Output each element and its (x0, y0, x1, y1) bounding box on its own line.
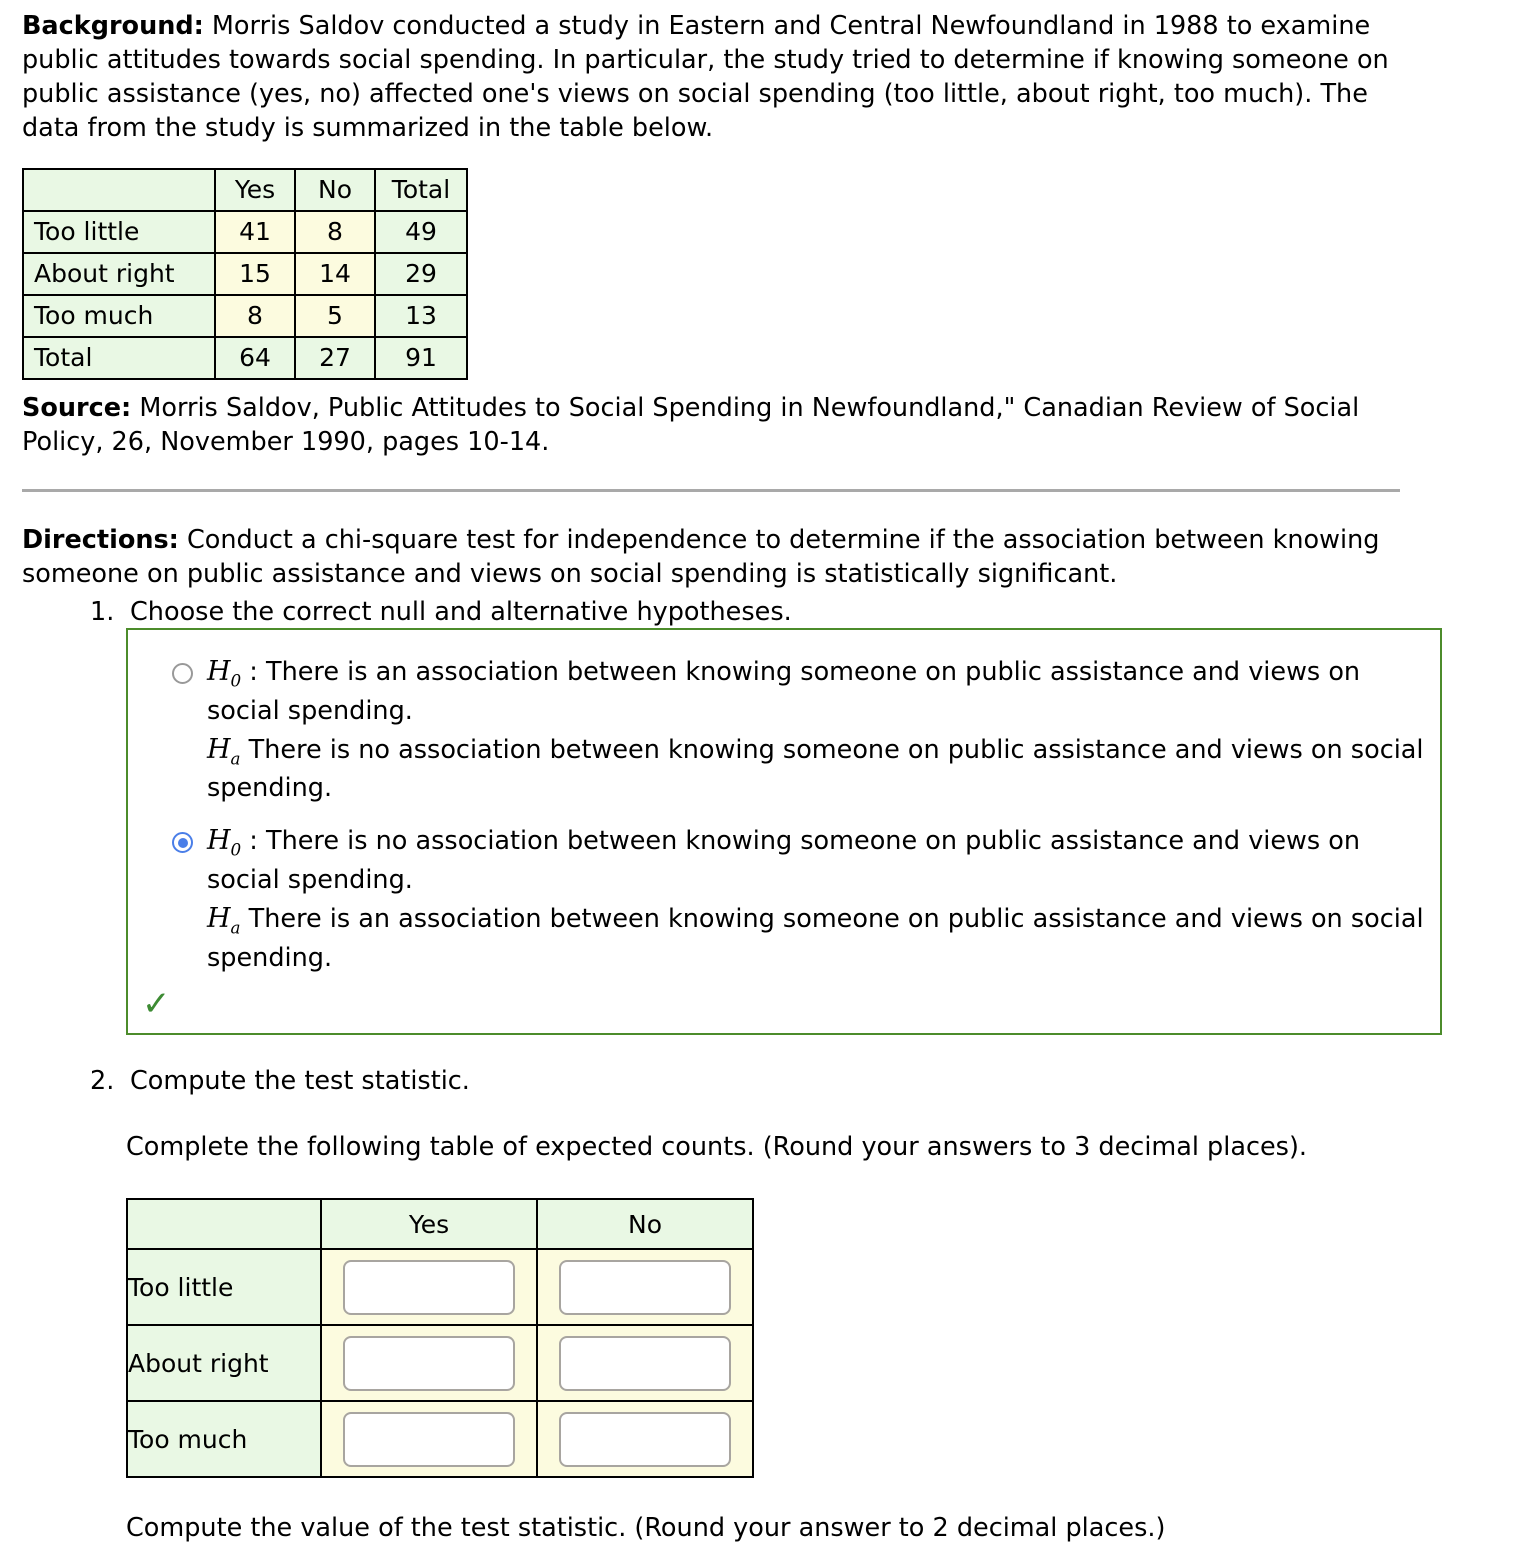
table-row (23, 253, 467, 295)
h-alt-text-option-2: There is an association between knowing someone on public assistance and views on social spending. (207, 903, 1424, 973)
source-label: Source: (22, 392, 132, 423)
h-null-subscript-option-1: 0 (230, 670, 242, 691)
expected-row-header-too-much: Too much (127, 1401, 321, 1477)
radio-button-option-1[interactable] (172, 663, 193, 684)
expected-counts-table (126, 1198, 754, 1478)
hypothesis-option-2-text (207, 821, 1424, 976)
directions-label: Directions: (22, 525, 179, 556)
row-header-total: Total (23, 337, 215, 379)
expected-cell-too-much-yes (321, 1401, 537, 1477)
cell-too-little-total: 49 (375, 211, 467, 253)
background-paragraph (22, 10, 1422, 146)
question-list (22, 596, 1516, 630)
correct-answer-check-icon: ✓ (142, 983, 171, 1024)
question-1 (22, 596, 1516, 630)
source-text: Morris Saldov, Public Attitudes to Social Spending in Newfoundland," Canadian Review of Social Policy, 26, November 1990, pages 10-14. (22, 392, 1360, 457)
cell-total-no: 27 (295, 337, 375, 379)
expected-counts-table-wrapper (126, 1198, 1516, 1478)
background-label: Background: (22, 11, 204, 41)
cell-about-right-yes: 15 (215, 253, 295, 295)
radio-button-option-2[interactable] (172, 832, 193, 853)
h-alt-symbol-option-2: $H_a$ (207, 902, 241, 938)
expected-table-row (127, 1249, 753, 1325)
cell-total-total: 91 (375, 337, 467, 379)
h-null-symbol-option-2: $H_0$ (207, 825, 242, 860)
directions-text: Conduct a chi-square test for independence to determine if the association between knowing someone on public assistance and views on social spending is statistically significant. (22, 525, 1380, 590)
column-header-yes: Yes (215, 169, 295, 211)
directions-paragraph (22, 524, 1422, 592)
input-expected-about-right-yes[interactable] (343, 1336, 515, 1391)
cell-too-little-yes: 41 (215, 211, 295, 253)
question-list-2 (22, 1065, 1516, 1099)
h-alt-subscript-option-2: a (230, 917, 241, 938)
table-row (23, 295, 467, 337)
background-text: Morris Saldov conducted a study in Eastern and Central Newfoundland in 1988 to examine public attitudes towards social spending. In particular, the study tried to determine if knowing someone on public assistance (yes, no) affected one's views on social spending (too little, about right, too much). The data from the study is summarized in the table below. (22, 11, 1389, 143)
expected-column-header-yes: Yes (321, 1199, 537, 1249)
cell-too-much-total: 13 (375, 295, 467, 337)
hypothesis-answer-box (126, 628, 1442, 1034)
h-alt-symbol-option-1: $H_a$ (207, 733, 241, 769)
cell-too-little-no: 8 (295, 211, 375, 253)
section-divider (22, 489, 1400, 492)
cell-about-right-no: 14 (295, 253, 375, 295)
observed-counts-table (22, 168, 468, 380)
cell-about-right-total: 29 (375, 253, 467, 295)
question-2-text: Compute the test statistic. (130, 1065, 470, 1096)
expected-corner-cell (127, 1199, 321, 1249)
test-statistic-instruction: Compute the value of the test statistic. (Round your answer to 2 decimal places.) (126, 1513, 1166, 1544)
expected-cell-too-little-no (537, 1249, 753, 1325)
input-expected-too-much-yes[interactable] (343, 1412, 515, 1467)
expected-counts-instruction: Complete the following table of expected counts. (Round your answers to 3 decimal places). (126, 1131, 1308, 1162)
h-null-text-option-2: : There is no association between knowing someone on public assistance and views on social spending. (207, 826, 1361, 896)
input-expected-too-much-no[interactable] (559, 1412, 731, 1467)
input-expected-too-little-no[interactable] (559, 1260, 731, 1315)
hypothesis-option-1-text (207, 652, 1424, 807)
table-total-row (23, 337, 467, 379)
h-alt-subscript-option-1: a (230, 748, 241, 769)
question-2-number: 2. (90, 1065, 115, 1096)
expected-row-header-about-right: About right (127, 1325, 321, 1401)
expected-table-row (127, 1401, 753, 1477)
question-1-number: 1. (90, 597, 115, 628)
input-expected-too-little-yes[interactable] (343, 1260, 515, 1315)
h-null-text-option-1: : There is an association between knowing someone on public assistance and views on social spending. (207, 657, 1361, 726)
h-null-symbol-option-1: $H_0$ (207, 656, 242, 691)
expected-cell-too-much-no (537, 1401, 753, 1477)
row-header-too-much: Too much (23, 295, 215, 337)
expected-table-row (127, 1325, 753, 1401)
h-alt-text-option-1: There is no association between knowing someone on public assistance and views on social spending. (207, 734, 1424, 804)
row-header-about-right: About right (23, 253, 215, 295)
row-header-too-little: Too little (23, 211, 215, 253)
cell-total-yes: 64 (215, 337, 295, 379)
hypothesis-option-1[interactable] (128, 648, 1440, 817)
question-1-text: Choose the correct null and alternative hypotheses. (130, 597, 792, 628)
question-2 (22, 1065, 1516, 1099)
table-row (23, 211, 467, 253)
cell-too-much-no: 5 (295, 295, 375, 337)
h-null-subscript-option-2: 0 (230, 839, 242, 860)
table-corner-cell (23, 169, 215, 211)
expected-header-row (127, 1199, 753, 1249)
expected-row-header-too-little: Too little (127, 1249, 321, 1325)
expected-cell-about-right-no (537, 1325, 753, 1401)
input-expected-about-right-no[interactable] (559, 1336, 731, 1391)
cell-too-much-yes: 8 (215, 295, 295, 337)
table-header-row (23, 169, 467, 211)
expected-column-header-no: No (537, 1199, 753, 1249)
expected-cell-too-little-yes (321, 1249, 537, 1325)
expected-cell-about-right-yes (321, 1325, 537, 1401)
hypothesis-option-2[interactable] (128, 817, 1440, 986)
column-header-no: No (295, 169, 375, 211)
column-header-total: Total (375, 169, 467, 211)
source-paragraph (22, 392, 1422, 460)
